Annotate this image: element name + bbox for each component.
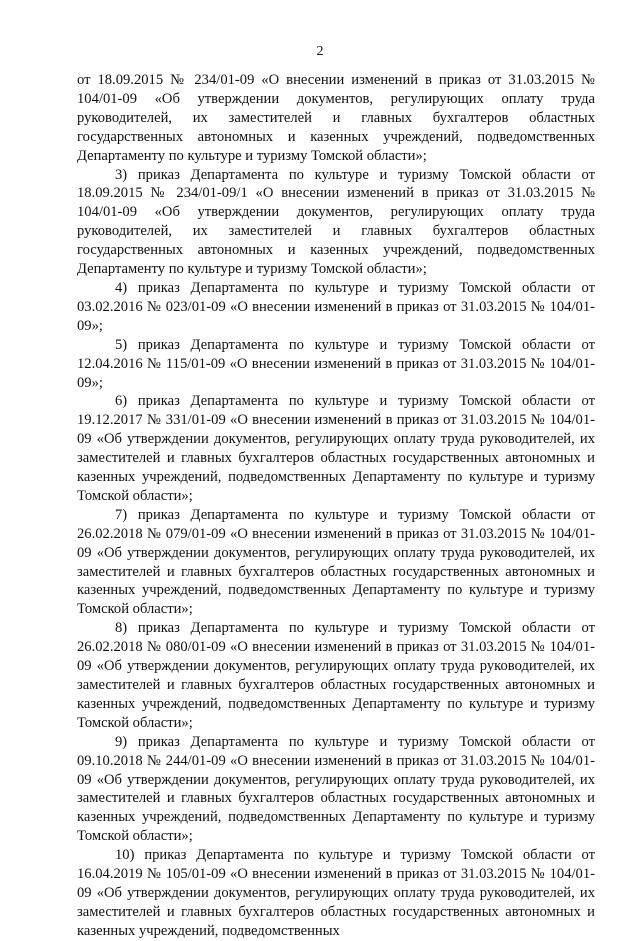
paragraph-continued: от 18.09.2015 № 234/01-09 «О внесении изменений в приказ от 31.03.2015 № 104/01-09 «Об утверждении документов, регулирующих оплату труда руководителей, их заместителей и главных бухгалтеров областных государственных автономных и казенных учреждений, подведомственных Департаменту по культуре и туризму Томской области»;: [77, 72, 595, 164]
list-item-10: 10) приказ Департамента по культуре и туризму Томской области от 16.04.2019 № 105/01-09 «О внесении изменений в приказ от 31.03.2015 № 104/01-09 «Об утверждении документов, регулирующих оплату труда руководителей, их заместителей и главных бухгалтеров областных государственных автономных и казенных учреждений, подведомственных: [77, 847, 595, 939]
list-item-3: 3) приказ Департамента по культуре и туризму Томской области от 18.09.2015 № 234/01-09/1 «О внесении изменений в приказ от 31.03.2015 № 104/01-09 «Об утверждении документов, регулирующих оплату труда руководителей, их заместителей и главных бухгалтеров областных государственных автономных и казенных учреждений, подведомственных Департаменту по культуре и туризму Томской области»;: [77, 166, 595, 278]
list-item-5: 5) приказ Департамента по культуре и туризму Томской области от 12.04.2016 № 115/01-09 «О внесении изменений в приказ от 31.03.2015 № 104/01-09»;: [77, 336, 595, 391]
list-item-8: 8) приказ Департамента по культуре и туризму Томской области от 26.02.2018 № 080/01-09 «О внесении изменений в приказ от 31.03.2015 № 104/01-09 «Об утверждении документов, регулирующих оплату труда руководителей, их заместителей и главных бухгалтеров областных государственных автономных и казенных учреждений, подведомственных Департаменту по культуре и туризму Томской области»;: [77, 620, 595, 731]
list-item-9: 9) приказ Департамента по культуре и туризму Томской области от 09.10.2018 № 244/01-09 «О внесении изменений в приказ от 31.03.2015 № 104/01-09 «Об утверждении документов, регулирующих оплату труда руководителей, их заместителей и главных бухгалтеров областных государственных автономных и казенных учреждений, подведомственных Департаменту по культуре и туризму Томской области»;: [77, 733, 595, 845]
list-item-6: 6) приказ Департамента по культуре и туризму Томской области от 19.12.2017 № 331/01-09 «О внесении изменений в приказ от 31.03.2015 № 104/01-09 «Об утверждении документов, регулирующих оплату труда руководителей, их заместителей и главных бухгалтеров областных государственных автономных и казенных учреждений, подведомственных Департаменту по культуре и туризму Томской области»;: [77, 393, 595, 504]
list-item-7: 7) приказ Департамента по культуре и туризму Томской области от 26.02.2018 № 079/01-09 «О внесении изменений в приказ от 31.03.2015 № 104/01-09 «Об утверждении документов, регулирующих оплату труда руководителей, их заместителей и главных бухгалтеров областных государственных автономных и казенных учреждений, подведомственных Департаменту по культуре и туризму Томской области»;: [77, 506, 595, 618]
document-body: [77, 71, 595, 941]
list-item-4: 4) приказ Департамента по культуре и туризму Томской области от 03.02.2016 № 023/01-09 «О внесении изменений в приказ от 31.03.2015 № 104/01-09»;: [77, 279, 595, 334]
page-number: 2: [316, 44, 324, 59]
